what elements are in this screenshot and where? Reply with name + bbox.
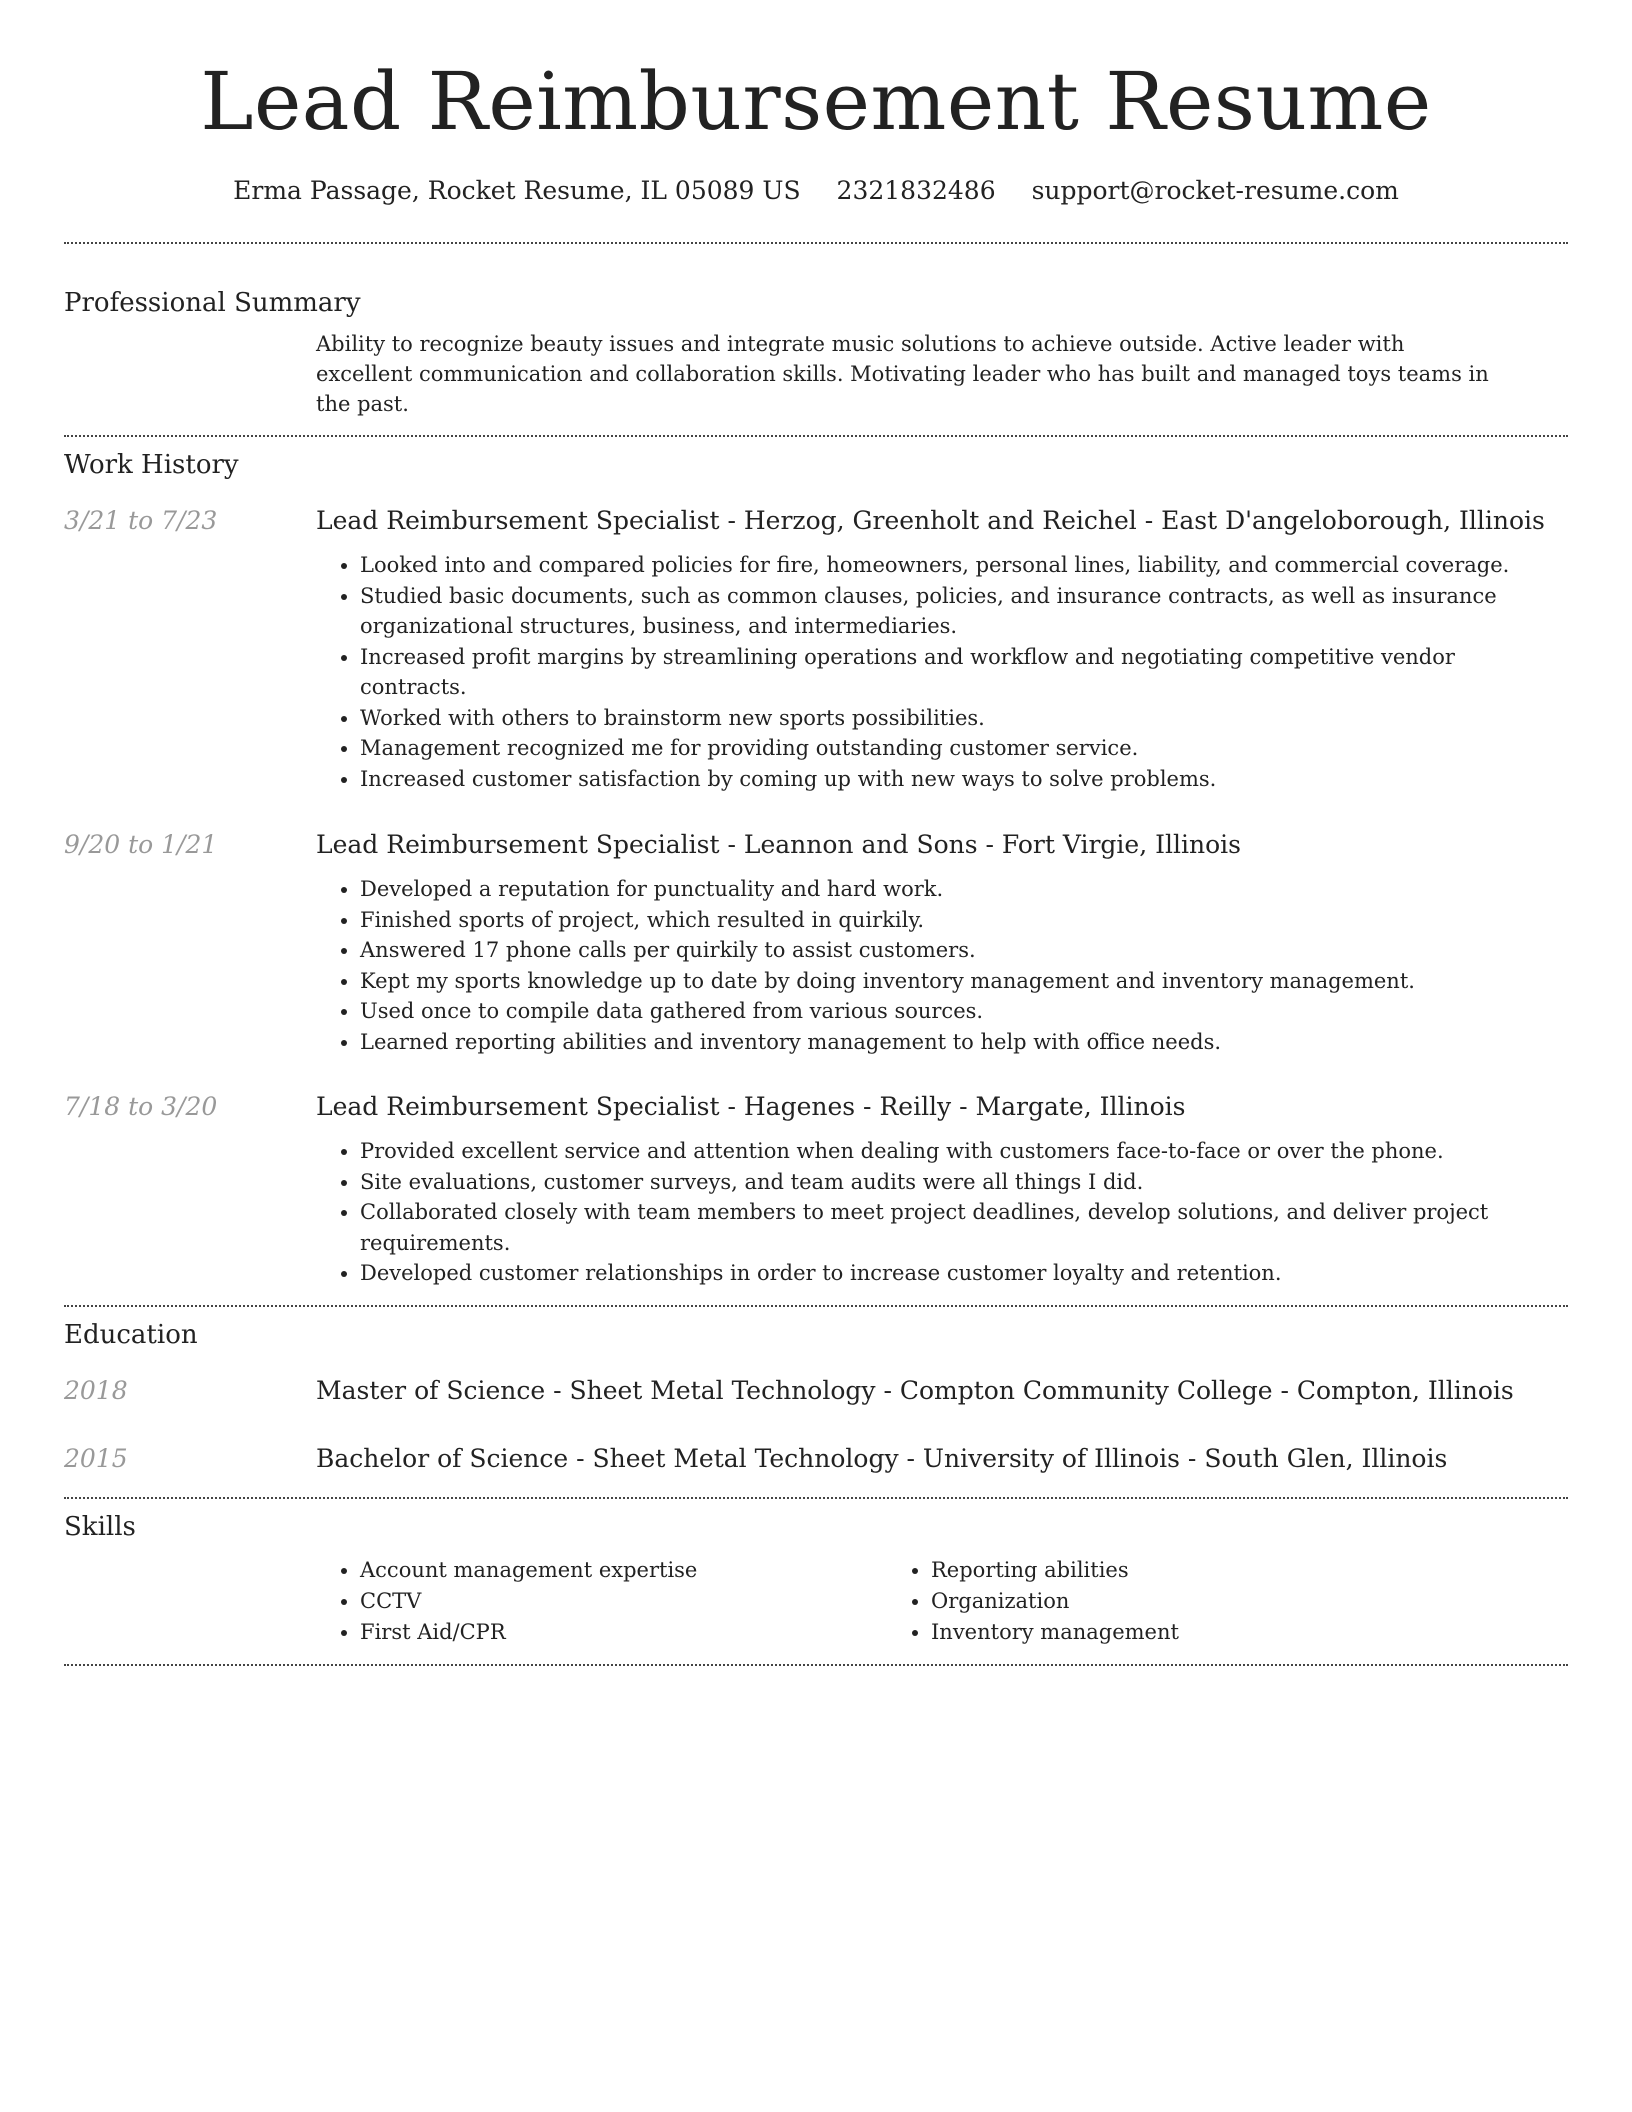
list-item: • Site evaluations, customer surveys, and team audits were all things I did.	[360, 1167, 1568, 1198]
list-item: • Looked into and compared policies for fire, homeowners, personal lines, liability, and commercial coverage.	[360, 550, 1568, 581]
education-entry	[64, 1443, 1568, 1475]
summary-section	[64, 244, 1568, 419]
list-item: • Collaborated closely with team members to meet project deadlines, develop solutions, and deliver project requirements.	[360, 1197, 1568, 1258]
work-history-section	[64, 437, 1568, 1289]
list-item: • Used once to compile data gathered from various sources.	[360, 996, 1568, 1027]
job-body	[316, 505, 1568, 794]
summary-text: Ability to recognize beauty issues and integrate music solutions to achieve outside. Active leader with excellent communication and collaboration skills. Motivating leader who has built and managed toys teams in the past.	[316, 332, 1489, 416]
job-entry	[64, 1091, 1568, 1289]
education-heading-text: Master of Science - Sheet Metal Technology - Compton Community College - Compton, Illinois	[316, 1375, 1514, 1405]
resume-title: Lead Reimbursement Resume	[200, 55, 1432, 148]
job-entry	[64, 505, 1568, 794]
list-item: • Reporting abilities	[931, 1555, 1458, 1586]
job-heading: Lead Reimbursement Specialist - Herzog, Greenholt and Reichel - East D'angeloborough, Illinois	[316, 506, 1545, 535]
skills-section	[64, 1499, 1568, 1648]
divider	[64, 1664, 1568, 1666]
education-date: 2015	[64, 1443, 128, 1473]
job-date: 7/18 to 3/20	[64, 1092, 218, 1121]
list-item: • Account management expertise	[360, 1555, 887, 1586]
list-item: • Inventory management	[931, 1617, 1458, 1648]
skills-heading: Skills	[64, 1511, 136, 1542]
job-body	[316, 1091, 1568, 1289]
list-item: • Developed customer relationships in order to increase customer loyalty and retention.	[360, 1258, 1568, 1289]
list-item: • Learned reporting abilities and inventory management to help with office needs.	[360, 1027, 1568, 1058]
list-item: • Provided excellent service and attention when dealing with customers face-to-face or over the phone.	[360, 1136, 1568, 1167]
job-heading: Lead Reimbursement Specialist - Hagenes - Reilly - Margate, Illinois	[316, 1092, 1186, 1121]
education-section	[64, 1307, 1568, 1475]
contact-phone: 2321832486	[836, 176, 996, 205]
contact-address: Erma Passage, Rocket Resume, IL 05089 US	[233, 176, 801, 205]
skills-columns	[316, 1555, 1568, 1648]
list-item: • Organization	[931, 1586, 1458, 1617]
list-item: • Finished sports of project, which resulted in quirkily.	[360, 905, 1568, 936]
list-item: • Developed a reputation for punctuality and hard work.	[360, 874, 1568, 905]
education-date: 2018	[64, 1375, 128, 1405]
list-item: • First Aid/CPR	[360, 1617, 887, 1648]
job-entry	[64, 829, 1568, 1057]
education-entry	[64, 1375, 1568, 1407]
list-item: • Management recognized me for providing outstanding customer service.	[360, 733, 1568, 764]
job-heading: Lead Reimbursement Specialist - Leannon and Sons - Fort Virgie, Illinois	[316, 830, 1241, 859]
job-bullets	[316, 1136, 1568, 1289]
education-heading: Education	[64, 1319, 198, 1350]
list-item: • Increased customer satisfaction by coming up with new ways to solve problems.	[360, 764, 1568, 795]
job-bullets	[316, 550, 1568, 794]
job-body	[316, 829, 1568, 1057]
job-date: 3/21 to 7/23	[64, 506, 218, 535]
job-bullets	[316, 874, 1568, 1057]
list-item: • Answered 17 phone calls per quirkily to assist customers.	[360, 935, 1568, 966]
skills-list-right	[887, 1555, 1458, 1648]
work-history-heading: Work History	[64, 450, 239, 480]
job-date: 9/20 to 1/21	[64, 830, 218, 859]
list-item: • CCTV	[360, 1586, 887, 1617]
summary-heading: Professional Summary	[64, 288, 361, 318]
contact-line	[64, 176, 1568, 206]
skills-list-left	[316, 1555, 887, 1648]
contact-email: support@rocket-resume.com	[1031, 176, 1399, 205]
list-item: • Studied basic documents, such as common clauses, policies, and insurance contracts, as well as insurance organizational structures, business, and intermediaries.	[360, 581, 1568, 642]
list-item: • Worked with others to brainstorm new sports possibilities.	[360, 703, 1568, 734]
education-heading-text: Bachelor of Science - Sheet Metal Technology - University of Illinois - South Glen, Illinois	[316, 1443, 1448, 1473]
list-item: • Kept my sports knowledge up to date by doing inventory management and inventory management.	[360, 966, 1568, 997]
list-item: • Increased profit margins by streamlining operations and workflow and negotiating competitive vendor contracts.	[360, 642, 1568, 703]
